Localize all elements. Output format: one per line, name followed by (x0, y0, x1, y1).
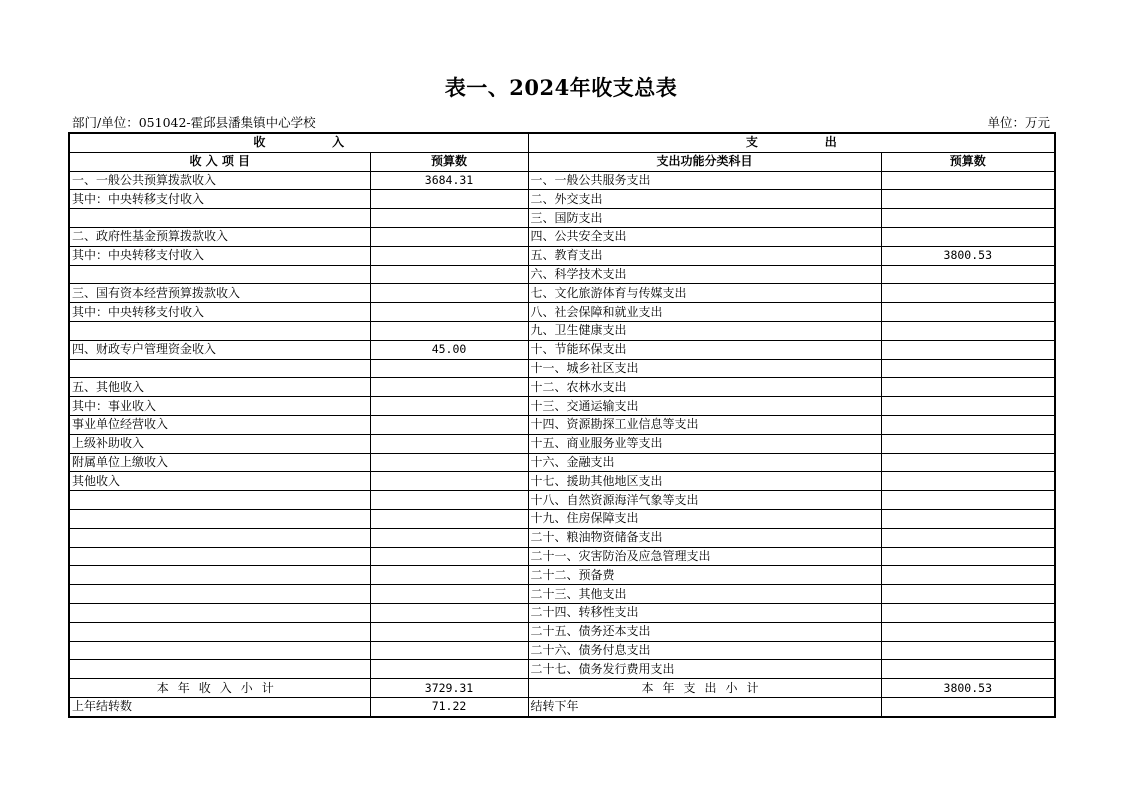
table-row (69, 641, 1055, 660)
expense-subtotal-value: 3800.53 (881, 679, 1055, 698)
income-budget-cell (370, 660, 528, 679)
expense-budget-cell (881, 509, 1055, 528)
expense-item-cell: 十三、交通运输支出 (528, 397, 881, 416)
expense-budget-cell (881, 641, 1055, 660)
income-budget-cell (370, 284, 528, 303)
expense-item-cell: 二十六、债务付息支出 (528, 641, 881, 660)
income-item-cell (69, 641, 370, 660)
expense-item-cell: 二十三、其他支出 (528, 585, 881, 604)
expense-item-cell: 四、公共安全支出 (528, 227, 881, 246)
income-item-cell: 附属单位上缴收入 (69, 453, 370, 472)
expense-budget-cell (881, 603, 1055, 622)
expense-item-cell: 十四、资源勘探工业信息等支出 (528, 415, 881, 434)
income-item-cell (69, 265, 370, 284)
income-budget-cell: 45.00 (370, 340, 528, 359)
expense-budget-cell (881, 340, 1055, 359)
income-item-cell: 三、国有资本经营预算拨款收入 (69, 284, 370, 303)
income-budget-cell (370, 453, 528, 472)
expense-item-cell: 十九、住房保障支出 (528, 509, 881, 528)
column-header-row (69, 152, 1055, 171)
income-budget-header: 预算数 (370, 152, 528, 171)
income-item-cell: 其中：中央转移支付收入 (69, 303, 370, 322)
income-item-cell (69, 660, 370, 679)
table-row (69, 246, 1055, 265)
table-row (69, 528, 1055, 547)
table-row (69, 321, 1055, 340)
income-item-cell (69, 509, 370, 528)
income-section-header: 收 入 (69, 133, 528, 152)
expense-budget-cell (881, 190, 1055, 209)
expense-budget-cell (881, 359, 1055, 378)
expense-budget-cell (881, 378, 1055, 397)
expense-budget-header: 预算数 (881, 152, 1055, 171)
expense-item-cell: 十八、自然资源海洋气象等支出 (528, 491, 881, 510)
income-budget-cell (370, 603, 528, 622)
income-budget-cell (370, 547, 528, 566)
expense-budget-cell (881, 321, 1055, 340)
income-budget-cell (370, 359, 528, 378)
income-budget-cell (370, 303, 528, 322)
expense-budget-cell (881, 415, 1055, 434)
table-row (69, 660, 1055, 679)
table-row (69, 284, 1055, 303)
income-item-cell (69, 491, 370, 510)
income-budget-cell (370, 321, 528, 340)
expense-item-cell: 二十一、灾害防治及应急管理支出 (528, 547, 881, 566)
income-budget-cell (370, 585, 528, 604)
next-year-carryover-label: 结转下年 (528, 697, 881, 716)
table-row (69, 265, 1055, 284)
expense-budget-cell (881, 284, 1055, 303)
table-row (69, 491, 1055, 510)
expense-item-cell: 二十、粮油物资储备支出 (528, 528, 881, 547)
expense-item-cell: 十、节能环保支出 (528, 340, 881, 359)
expense-budget-cell (881, 397, 1055, 416)
income-item-header: 收 入 项 目 (69, 152, 370, 171)
income-budget-cell (370, 378, 528, 397)
table-row (69, 378, 1055, 397)
income-item-cell: 其中：中央转移支付收入 (69, 246, 370, 265)
income-item-cell: 五、其他收入 (69, 378, 370, 397)
prior-year-carryover-label: 上年结转数 (69, 697, 370, 716)
income-item-cell (69, 585, 370, 604)
expense-item-cell: 二十七、债务发行费用支出 (528, 660, 881, 679)
income-budget-cell (370, 209, 528, 228)
expense-item-cell: 二十五、债务还本支出 (528, 622, 881, 641)
table-row (69, 415, 1055, 434)
table-row (69, 603, 1055, 622)
income-subtotal-value: 3729.31 (370, 679, 528, 698)
income-subtotal-label: 本年收入小计 (69, 679, 370, 698)
expense-item-cell: 十二、农林水支出 (528, 378, 881, 397)
income-item-cell: 事业单位经营收入 (69, 415, 370, 434)
expense-item-cell: 八、社会保障和就业支出 (528, 303, 881, 322)
income-budget-cell (370, 227, 528, 246)
expense-item-cell: 五、教育支出 (528, 246, 881, 265)
expense-budget-cell (881, 660, 1055, 679)
income-item-cell: 二、政府性基金预算拨款收入 (69, 227, 370, 246)
expense-budget-cell (881, 472, 1055, 491)
income-budget-cell (370, 622, 528, 641)
table-row (69, 585, 1055, 604)
income-item-cell: 其中：中央转移支付收入 (69, 190, 370, 209)
expense-item-cell: 十一、城乡社区支出 (528, 359, 881, 378)
expense-budget-cell (881, 171, 1055, 190)
expense-subtotal-label: 本年支出小计 (528, 679, 881, 698)
next-year-carryover-value (881, 697, 1055, 716)
expense-item-cell: 十六、金融支出 (528, 453, 881, 472)
income-budget-cell (370, 265, 528, 284)
expense-item-cell: 一、一般公共服务支出 (528, 171, 881, 190)
income-budget-cell (370, 528, 528, 547)
expense-budget-cell (881, 434, 1055, 453)
income-item-cell (69, 566, 370, 585)
expense-budget-cell (881, 265, 1055, 284)
expense-budget-cell (881, 303, 1055, 322)
income-item-cell (69, 359, 370, 378)
expense-budget-cell (881, 227, 1055, 246)
income-item-cell (69, 603, 370, 622)
income-item-cell: 上级补助收入 (69, 434, 370, 453)
table-row (69, 190, 1055, 209)
expense-item-cell: 十七、援助其他地区支出 (528, 472, 881, 491)
income-item-cell (69, 622, 370, 641)
income-budget-cell (370, 246, 528, 265)
expense-budget-cell (881, 622, 1055, 641)
table-row (69, 209, 1055, 228)
income-budget-cell (370, 641, 528, 660)
page-title: 表一、2024年收支总表 (444, 75, 678, 100)
income-budget-cell (370, 415, 528, 434)
table-row (69, 453, 1055, 472)
table-row (69, 547, 1055, 566)
table-row (69, 472, 1055, 491)
expense-budget-cell: 3800.53 (881, 246, 1055, 265)
income-budget-cell (370, 190, 528, 209)
expense-item-cell: 九、卫生健康支出 (528, 321, 881, 340)
expense-item-cell: 二、外交支出 (528, 190, 881, 209)
income-item-cell: 四、财政专户管理资金收入 (69, 340, 370, 359)
income-budget-cell (370, 472, 528, 491)
department-label: 部门/单位：051042-霍邱县潘集镇中心学校 (72, 115, 316, 130)
carryover-row (69, 697, 1055, 716)
income-item-cell (69, 528, 370, 547)
expense-item-cell: 六、科学技术支出 (528, 265, 881, 284)
income-item-cell: 一、一般公共预算拨款收入 (69, 171, 370, 190)
table-row (69, 303, 1055, 322)
expense-budget-cell (881, 528, 1055, 547)
expense-budget-cell (881, 547, 1055, 566)
income-budget-cell (370, 491, 528, 510)
expense-item-cell: 七、文化旅游体育与传媒支出 (528, 284, 881, 303)
table-row (69, 566, 1055, 585)
income-item-cell (69, 547, 370, 566)
income-budget-cell (370, 434, 528, 453)
expense-budget-cell (881, 566, 1055, 585)
table-row (69, 227, 1055, 246)
expense-section-header: 支 出 (528, 133, 1055, 152)
table-row (69, 397, 1055, 416)
expense-item-cell: 二十二、预备费 (528, 566, 881, 585)
expense-budget-cell (881, 491, 1055, 510)
income-budget-cell (370, 566, 528, 585)
table-row (69, 434, 1055, 453)
prior-year-carryover-value: 71.22 (370, 697, 528, 716)
income-item-cell (69, 209, 370, 228)
income-item-cell: 其他收入 (69, 472, 370, 491)
section-header-row (69, 133, 1055, 152)
expense-budget-cell (881, 585, 1055, 604)
income-budget-cell (370, 397, 528, 416)
subtotal-row (69, 679, 1055, 698)
income-item-cell (69, 321, 370, 340)
table-row (69, 509, 1055, 528)
table-row (69, 622, 1055, 641)
income-budget-cell: 3684.31 (370, 171, 528, 190)
expense-budget-cell (881, 453, 1055, 472)
expense-item-cell: 二十四、转移性支出 (528, 603, 881, 622)
expense-item-cell: 三、国防支出 (528, 209, 881, 228)
table-row (69, 359, 1055, 378)
income-budget-cell (370, 509, 528, 528)
table-row (69, 171, 1055, 190)
unit-label: 单位：万元 (987, 115, 1050, 130)
expense-item-cell: 十五、商业服务业等支出 (528, 434, 881, 453)
expense-item-header: 支出功能分类科目 (528, 152, 881, 171)
budget-summary-table (68, 132, 1056, 718)
expense-budget-cell (881, 209, 1055, 228)
table-row (69, 340, 1055, 359)
income-item-cell: 其中：事业收入 (69, 397, 370, 416)
